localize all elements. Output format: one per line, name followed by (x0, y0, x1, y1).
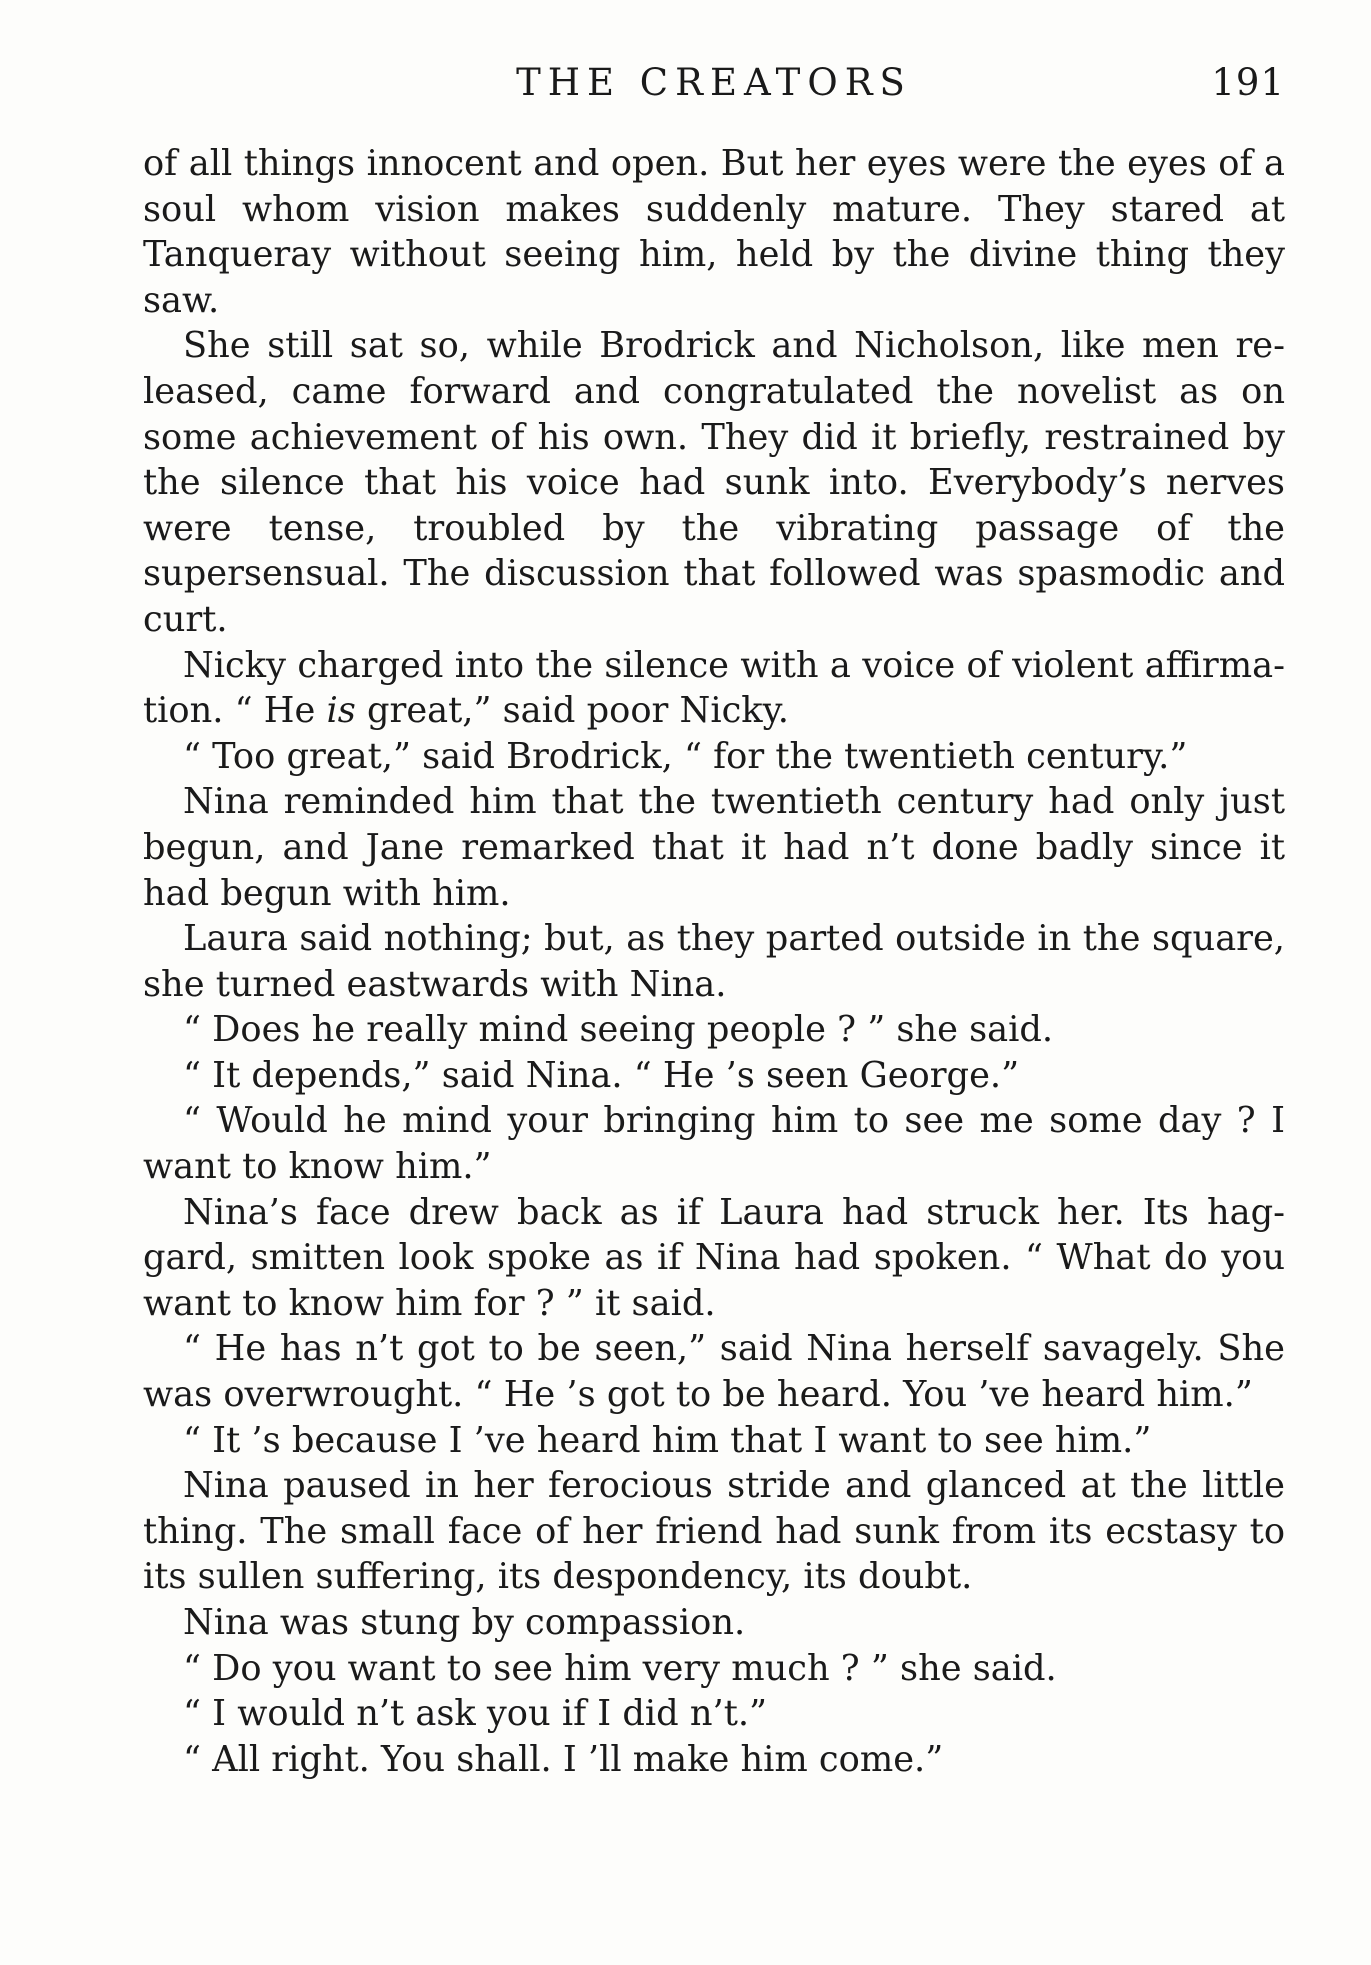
text-run: Nina was stung by compassion. (183, 1602, 746, 1643)
paragraph (143, 1007, 1285, 1053)
body-text (143, 141, 1285, 1782)
text-run: Nina’s face drew back as if Laura had struck her. Its haggard, smitten look spoke as if Nina had spoken. “ What do you want to know him for ? ” it said. (143, 1191, 1285, 1324)
paragraph (143, 643, 1285, 734)
text-run: “ It depends,” said Nina. “ He ’s seen George.” (183, 1054, 1020, 1096)
text-run: Nicky charged into the silence with a voice of violent affirmation. “ He (143, 644, 1285, 732)
text-run: Nina reminded him that the twentieth century had only just begun, and Jane remarked that it had n’t done badly since it had begun with him. (143, 781, 1285, 914)
running-head (143, 58, 1285, 108)
text-run: “ Would he mind your bringing him to see me some day ? I want to know him.” (143, 1100, 1285, 1188)
text-run: of all things innocent and open. But her eyes were the eyes of a soul whom vision makes suddenly mature. They stared at Tanqueray without seeing him, held by the divine thing they saw. (143, 143, 1285, 321)
paragraph (143, 1646, 1285, 1692)
text-run: “ All right. You shall. I ’ll make him come.” (183, 1738, 944, 1780)
text-run: “ It ’s because I ’ve heard him that I want to see him.” (183, 1419, 1152, 1461)
paragraph (143, 916, 1285, 1007)
paragraph (143, 1691, 1285, 1737)
paragraph (143, 1737, 1285, 1783)
paragraph (143, 1600, 1285, 1646)
text-run: Laura said nothing; but, as they parted outside in the square, she turned eastwards with Nina. (143, 918, 1285, 1005)
paragraph (143, 141, 1285, 323)
paragraph (143, 779, 1285, 916)
text-run: “ Too great,” said Brodrick, “ for the twentieth century.” (183, 735, 1188, 777)
text-run: “ Do you want to see him very much ? ” she said. (183, 1647, 1057, 1689)
paragraph (143, 1463, 1285, 1600)
paragraph (143, 734, 1285, 780)
text-run: great,” said poor Nicky. (355, 690, 789, 732)
text-run: “ I would n’t ask you if I did n’t.” (183, 1693, 768, 1735)
paragraph (143, 323, 1285, 642)
paragraph (143, 1053, 1285, 1099)
italic-text: is (326, 690, 356, 732)
paragraph (143, 1098, 1285, 1189)
running-title: THE CREATORS (516, 61, 912, 104)
text-run: She still sat so, while Brodrick and Nicholson, like men released, came forward and congratulated the novelist as on some achievement of his own. They did it briefly, restrained by the silence that his voice had sunk into. Everybody’s nerves were tense, troubled by the vibrating passage of the supersensual. The discussion that followed was spasmodic and curt. (143, 325, 1285, 640)
paragraph (143, 1418, 1285, 1464)
page-number: 191 (1211, 61, 1285, 104)
text-run: “ Does he really mind seeing people ? ” she said. (183, 1009, 1054, 1051)
paragraph (143, 1190, 1285, 1327)
text-run: Nina paused in her ferocious stride and glanced at the little thing. The small face of her friend had sunk from its ecstasy to its sullen suffering, its despondency, its doubt. (143, 1465, 1285, 1598)
text-run: “ He has n’t got to be seen,” said Nina herself savagely. She was overwrought. “ He ’s got to be heard. You ’ve heard him.” (143, 1328, 1285, 1416)
paragraph (143, 1326, 1285, 1417)
